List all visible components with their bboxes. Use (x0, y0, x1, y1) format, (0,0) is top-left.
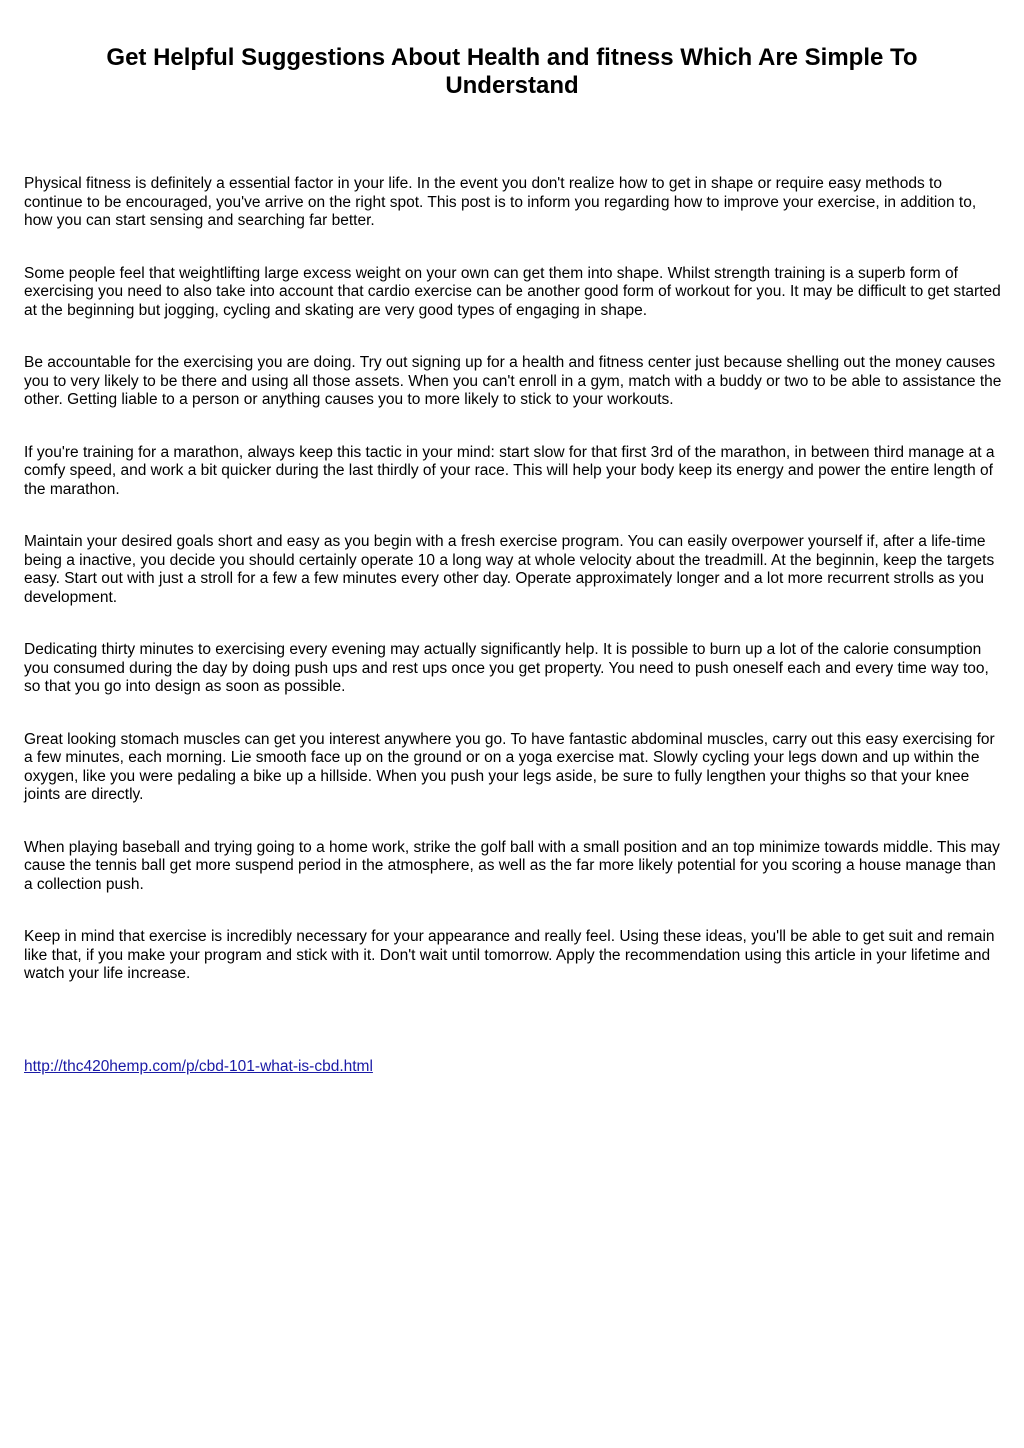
article-body (24, 175, 1004, 1018)
source-link[interactable]: http://thc420hemp.com/p/cbd-101-what-is-cbd.html (24, 1058, 373, 1075)
paragraph-7: Great looking stomach muscles can get you interest anywhere you go. To have fantastic abdominal muscles, carry out this easy exercising for a few minutes, each morning. Lie smooth face up on the ground or on a yoga exercise mat. Slowly cycling your legs down and up within the oxygen, like you were pedaling a bike up a hillside. When you push your legs aside, be sure to fully lengthen your thighs so that your knee joints are directly. (24, 730, 995, 803)
paragraph-1: Physical fitness is definitely a essential factor in your life. In the event you don't realize how to get in shape or require easy methods to continue to be encouraged, you've arrive on the right spot. This post is to inform you regarding how to improve your exercise, in addition to, how you can start sensing and searching far better. (24, 175, 977, 229)
paragraph-5: Maintain your desired goals short and easy as you begin with a fresh exercise program. You can easily overpower yourself if, after a life-time being a inactive, you decide you should certainly operate 10 a long way at whole velocity about the treadmill. At the beginnin, keep the targets easy. Start out with just a stroll for a few a few minutes every other day. Operate approximately longer and a lot more recurrent strolls as you development. (24, 533, 995, 606)
paragraph-9: Keep in mind that exercise is incredibly necessary for your appearance and really feel. Using these ideas, you'll be able to get suit and remain like that, if you make your program and stick with it. Don't wait until tomorrow. Apply the recommendation using this article in your lifetime and watch your life increase. (24, 928, 995, 982)
paragraph-2: Some people feel that weightlifting large excess weight on your own can get them into shape. Whilst strength training is a superb form of exercising you need to also take into account that cardio exercise can be another good form of workout for you. It may be difficult to get started at the beginning but jogging, cycling and skating are very good types of engaging in shape. (24, 264, 1001, 319)
paragraph-4: If you're training for a marathon, always keep this tactic in your mind: start slow for that first 3rd of the marathon, in between third manage at a comfy speed, and work a bit quicker during the last thirdly of your race. This will help your body keep its energy and power the entire length of the marathon. (24, 443, 995, 498)
paragraph-3: Be accountable for the exercising you are doing. Try out signing up for a health and fitness center just because shelling out the money causes you to very likely to be there and using all those assets. When you can't enroll in a gym, match with a buddy or two to be able to assistance the other. Getting liable to a person or anything causes you to more likely to stick to your workouts. (24, 354, 1002, 408)
page-title: Get Helpful Suggestions About Health and fitness Which Are Simple To Understand (106, 44, 918, 99)
paragraph-8: When playing baseball and trying going to a home work, strike the golf ball with a small position and an top minimize towards middle. This may cause the tennis ball get more suspend period in the atmosphere, as well as the far more likely potential for you scoring a house manage than a collection push. (24, 838, 1000, 893)
paragraph-6: Dedicating thirty minutes to exercising every evening may actually significantly help. It is possible to burn up a lot of the calorie consumption you consumed during the day by doing push ups and rest ups once you get property. You need to push oneself each and every time way too, so that you go into design as soon as possible. (24, 641, 989, 695)
